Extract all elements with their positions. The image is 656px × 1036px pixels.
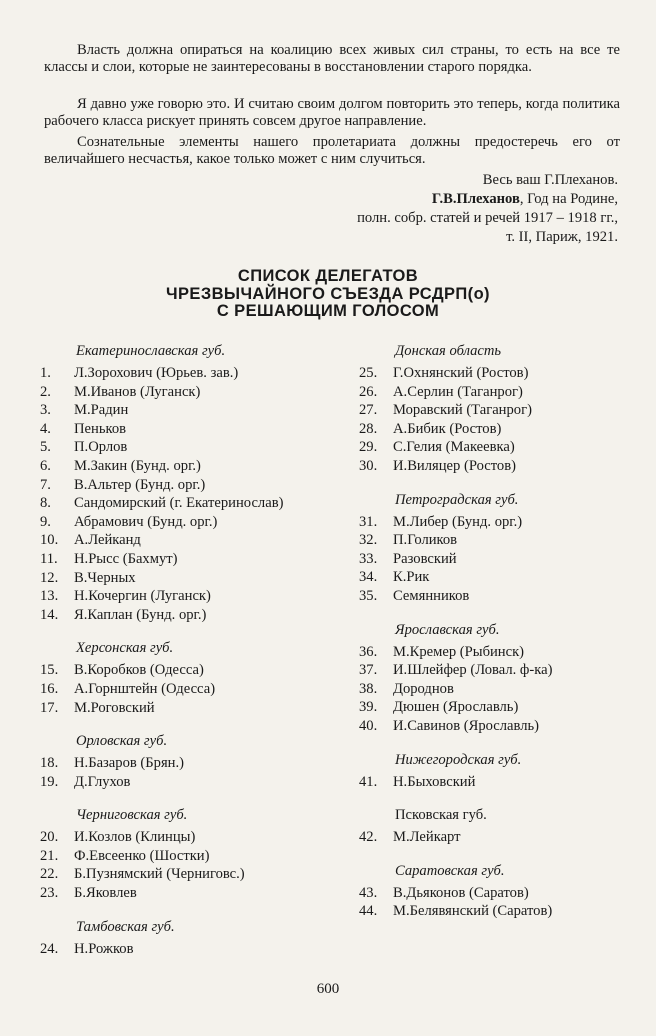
section-gap bbox=[359, 606, 649, 619]
delegate-name: А.Бибик (Ростов) bbox=[393, 420, 502, 437]
delegate-name: В.Коробков (Одесса) bbox=[74, 662, 204, 679]
delegate-name: С.Гелия (Макеевка) bbox=[393, 439, 515, 456]
delegate-number: 28. bbox=[359, 420, 378, 437]
delegate-entry bbox=[359, 680, 649, 699]
delegate-number: 3. bbox=[40, 402, 51, 419]
delegate-entry bbox=[40, 847, 360, 866]
delegate-name: М.Иванов (Луганск) bbox=[74, 383, 201, 400]
delegate-name: Семянников bbox=[393, 587, 470, 604]
delegate-number: 43. bbox=[359, 884, 378, 901]
delegate-entry bbox=[40, 884, 360, 903]
title-line-2: ЧРЕЗВЫЧАЙНОГО СЪЕЗДА РСДРП(о) bbox=[166, 284, 490, 303]
delegate-number: 33. bbox=[359, 550, 378, 567]
delegate-name: Абрамович (Бунд. орг.) bbox=[74, 513, 218, 530]
delegate-entry bbox=[40, 438, 360, 457]
source-author: Г.В.Плеханов bbox=[431, 191, 520, 207]
delegate-number: 17. bbox=[40, 699, 59, 716]
delegate-entry bbox=[359, 420, 649, 439]
delegate-entry bbox=[40, 420, 360, 439]
signature-closing: Весь ваш Г.Плеханов. bbox=[482, 172, 618, 188]
delegate-entry bbox=[359, 531, 649, 550]
delegate-entry bbox=[359, 828, 649, 847]
delegate-entry bbox=[40, 699, 360, 718]
delegate-number: 24. bbox=[40, 940, 59, 957]
delegate-name: Моравский (Таганрог) bbox=[393, 402, 532, 419]
delegate-entry bbox=[359, 550, 649, 569]
delegates-left-column bbox=[40, 340, 360, 958]
delegate-number: 5. bbox=[40, 439, 51, 456]
delegate-number: 37. bbox=[359, 662, 378, 679]
delegate-name: Н.Кочергин (Луганск) bbox=[74, 588, 211, 605]
delegate-number: 4. bbox=[40, 420, 51, 437]
region-heading: Донская область bbox=[395, 343, 502, 359]
delegate-name: И.Савинов (Ярославль) bbox=[393, 717, 540, 734]
delegate-number: 16. bbox=[40, 680, 59, 697]
delegate-number: 11. bbox=[40, 550, 58, 567]
source-citation-line-1 bbox=[432, 191, 618, 208]
delegate-number: 12. bbox=[40, 569, 59, 586]
delegate-name: В.Альтер (Бунд. орг.) bbox=[74, 476, 206, 493]
delegate-entry bbox=[40, 828, 360, 847]
delegate-name: А.Горнштейн (Одесса) bbox=[74, 680, 216, 697]
delegate-entry bbox=[40, 606, 360, 625]
delegate-entry bbox=[40, 457, 360, 476]
delegate-name: И.Козлов (Клинцы) bbox=[74, 829, 196, 846]
delegate-number: 31. bbox=[359, 513, 378, 530]
delegate-entry bbox=[40, 587, 360, 606]
delegate-number: 6. bbox=[40, 457, 51, 474]
delegate-name: Сандомирский (г. Екатеринослав) bbox=[74, 495, 284, 512]
delegate-name: Н.Рожков bbox=[74, 940, 134, 957]
delegate-number: 44. bbox=[359, 903, 378, 920]
delegate-number: 14. bbox=[40, 606, 59, 623]
delegate-name: В.Дьяконов (Саратов) bbox=[393, 884, 529, 901]
delegate-number: 41. bbox=[359, 773, 378, 790]
section-gap bbox=[40, 624, 360, 637]
region-heading: Псковская губ. bbox=[395, 807, 487, 824]
paragraph-warning: Сознательные элементы нашего пролетариата должны предостеречь его от величайшего несчастья, какое только может с ним случиться. bbox=[44, 134, 620, 167]
delegate-entry bbox=[359, 383, 649, 402]
source-citation-line-2: полн. собр. статей и речей 1917 – 1918 гг., bbox=[357, 210, 618, 226]
delegate-name: М.Закин (Бунд. орг.) bbox=[74, 457, 201, 474]
delegate-number: 15. bbox=[40, 662, 59, 679]
delegate-number: 2. bbox=[40, 383, 51, 400]
delegate-entry bbox=[359, 587, 649, 606]
delegate-entry bbox=[359, 401, 649, 420]
delegate-number: 9. bbox=[40, 513, 51, 530]
section-gap bbox=[40, 903, 360, 916]
delegate-entry bbox=[359, 643, 649, 662]
delegate-entry bbox=[40, 865, 360, 884]
delegate-entry bbox=[40, 383, 360, 402]
delegate-name: Пеньков bbox=[74, 420, 127, 437]
page-number: 600 bbox=[316, 981, 340, 997]
delegate-entry bbox=[359, 884, 649, 903]
title-line-3: С РЕШАЮЩИМ ГОЛОСОМ bbox=[216, 302, 440, 320]
delegate-name: Дороднов bbox=[393, 680, 454, 697]
delegate-entry bbox=[40, 680, 360, 699]
delegate-entry bbox=[359, 568, 649, 587]
region-heading: Екатеринославская губ. bbox=[76, 343, 226, 359]
delegate-name: Б.Яковлев bbox=[74, 885, 137, 902]
delegate-number: 1. bbox=[40, 365, 51, 381]
section-gap bbox=[359, 476, 649, 489]
delegate-name: М.Лейкарт bbox=[393, 829, 461, 846]
delegate-name: Л.Зорохович (Юрьев. зав.) bbox=[74, 365, 239, 381]
delegate-number: 39. bbox=[359, 699, 378, 716]
list-title bbox=[0, 268, 656, 321]
delegate-entry bbox=[359, 717, 649, 736]
delegate-name: М.Белявянский (Саратов) bbox=[393, 903, 553, 920]
delegate-entry bbox=[359, 457, 649, 476]
delegate-name: И.Шлейфер (Ловал. ф-ка) bbox=[393, 662, 553, 679]
delegate-name: В.Черных bbox=[74, 569, 136, 586]
region-heading: Черниговская губ. bbox=[76, 807, 188, 824]
region-heading: Орловская губ. bbox=[76, 733, 168, 750]
delegate-name: М.Радин bbox=[74, 402, 129, 419]
delegate-entry bbox=[359, 902, 649, 921]
delegate-number: 40. bbox=[359, 717, 378, 734]
region-heading: Петроградская губ. bbox=[395, 491, 519, 508]
delegate-number: 26. bbox=[359, 383, 378, 400]
delegate-name: М.Кремер (Рыбинск) bbox=[393, 643, 525, 660]
region-heading: Нижегородская губ. bbox=[395, 751, 522, 768]
delegate-entry bbox=[40, 494, 360, 513]
delegate-name: Д.Глухов bbox=[74, 773, 131, 790]
delegate-entry bbox=[359, 364, 649, 383]
delegate-number: 18. bbox=[40, 755, 59, 772]
delegate-number: 23. bbox=[40, 885, 59, 902]
paragraph-coalition: Власть должна опираться на коалицию всех живых сил страны, то есть на все те классы и слои, которые не заинтересованы в восстановлении старого порядка. bbox=[44, 42, 620, 75]
section-gap bbox=[359, 847, 649, 860]
delegate-number: 29. bbox=[359, 439, 378, 456]
delegate-number: 13. bbox=[40, 588, 59, 605]
delegate-number: 38. bbox=[359, 680, 378, 697]
delegate-number: 34. bbox=[359, 569, 378, 586]
delegate-name: Я.Каплан (Бунд. орг.) bbox=[74, 606, 207, 623]
delegate-entry bbox=[40, 661, 360, 680]
delegate-entry bbox=[40, 476, 360, 495]
delegate-number: 35. bbox=[359, 587, 378, 604]
delegates-right-column bbox=[359, 340, 649, 921]
delegate-name: П.Голиков bbox=[393, 532, 458, 549]
delegate-entry bbox=[359, 513, 649, 532]
delegate-name: Б.Пузнямский (Черниговс.) bbox=[74, 866, 245, 883]
delegate-entry bbox=[359, 438, 649, 457]
delegate-entry bbox=[40, 940, 360, 959]
delegate-name: А.Лейканд bbox=[74, 532, 141, 549]
delegate-entry bbox=[40, 364, 360, 383]
delegate-name: Ф.Евсеенко (Шостки) bbox=[74, 847, 210, 864]
delegate-number: 25. bbox=[359, 365, 378, 381]
delegate-name: Н.Базаров (Брян.) bbox=[74, 755, 184, 772]
delegate-entry bbox=[359, 698, 649, 717]
section-gap bbox=[40, 717, 360, 730]
region-heading: Саратовская губ. bbox=[395, 862, 505, 879]
delegate-name: Дюшен (Ярославль) bbox=[393, 699, 519, 716]
paragraph-repeat: Я давно уже говорю это. И считаю своим долгом повторить это теперь, когда политика рабочего класса рискует принять совсем другое направление. bbox=[44, 96, 620, 129]
delegate-name: К.Рик bbox=[393, 569, 430, 586]
delegate-name: П.Орлов bbox=[74, 439, 128, 456]
delegate-name: А.Серлин (Таганрог) bbox=[393, 383, 523, 400]
delegate-number: 10. bbox=[40, 532, 59, 549]
section-gap bbox=[359, 791, 649, 804]
source-title: , Год на Родине, bbox=[519, 191, 618, 207]
delegate-name: Г.Охнянский (Ростов) bbox=[393, 365, 529, 381]
title-line-1: СПИСОК ДЕЛЕГАТОВ bbox=[237, 267, 419, 285]
delegate-number: 36. bbox=[359, 643, 378, 660]
delegate-number: 27. bbox=[359, 402, 378, 419]
delegate-number: 30. bbox=[359, 457, 378, 474]
delegate-number: 19. bbox=[40, 773, 59, 790]
delegate-number: 42. bbox=[359, 829, 378, 846]
delegate-name: Н.Быховский bbox=[393, 773, 476, 790]
delegate-number: 21. bbox=[40, 847, 59, 864]
delegate-entry bbox=[40, 550, 360, 569]
delegate-number: 8. bbox=[40, 495, 51, 512]
delegate-entry bbox=[40, 754, 360, 773]
source-citation-line-3: т. II, Париж, 1921. bbox=[506, 229, 618, 245]
delegate-entry bbox=[40, 513, 360, 532]
delegate-entry bbox=[359, 661, 649, 680]
delegate-entry bbox=[40, 773, 360, 792]
region-heading: Тамбовская губ. bbox=[76, 918, 175, 935]
delegate-number: 22. bbox=[40, 866, 59, 883]
delegate-entry bbox=[359, 773, 649, 792]
delegate-entry bbox=[40, 531, 360, 550]
section-gap bbox=[359, 736, 649, 749]
delegate-name: Разовский bbox=[393, 550, 457, 567]
delegate-number: 7. bbox=[40, 476, 51, 493]
region-heading: Ярославская губ. bbox=[395, 621, 500, 638]
delegate-entry bbox=[40, 401, 360, 420]
region-heading: Херсонская губ. bbox=[76, 640, 174, 657]
delegate-number: 20. bbox=[40, 829, 59, 846]
delegate-name: М.Роговский bbox=[74, 699, 155, 716]
delegate-name: М.Либер (Бунд. орг.) bbox=[393, 513, 523, 530]
delegate-entry bbox=[40, 569, 360, 588]
delegate-name: Н.Рысс (Бахмут) bbox=[74, 550, 178, 567]
delegate-name: И.Виляцер (Ростов) bbox=[393, 457, 516, 474]
section-gap bbox=[40, 791, 360, 804]
delegate-number: 32. bbox=[359, 532, 378, 549]
